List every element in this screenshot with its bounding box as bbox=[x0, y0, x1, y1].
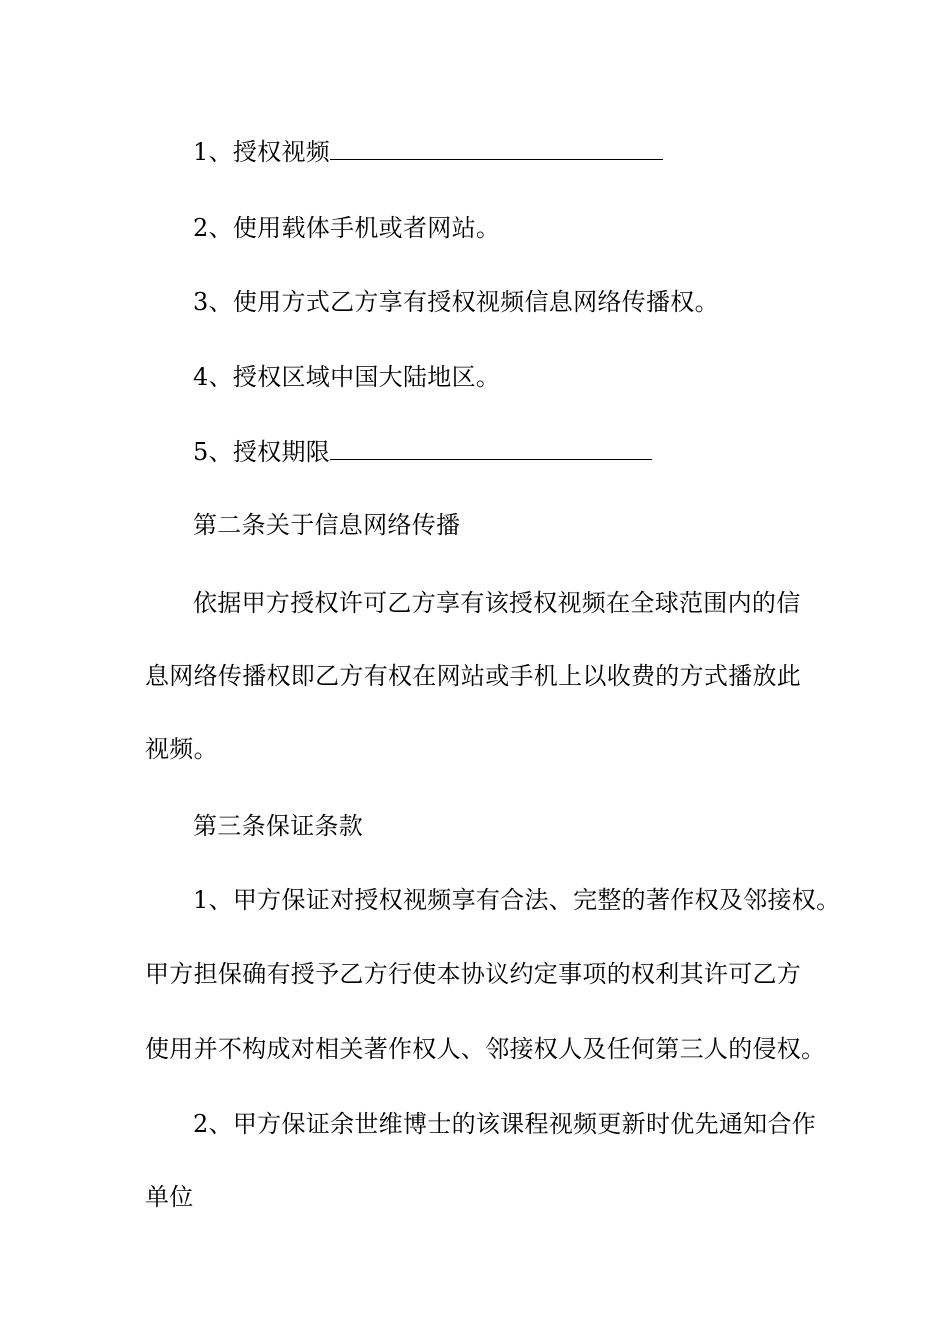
article-two-paragraph-line-3: 视频。 bbox=[145, 735, 218, 763]
item-authorization-period bbox=[193, 437, 652, 467]
article-three-heading: 第三条保证条款 bbox=[193, 812, 364, 840]
article-two-paragraph-line-1: 依据甲方授权许可乙方享有该授权视频在全球范围内的信 bbox=[193, 589, 801, 617]
item-usage-method: 3、使用方式乙方享有授权视频信息网络传播权。 bbox=[193, 288, 719, 316]
item-authorized-video-text: 1、授权视频 bbox=[193, 138, 331, 166]
guarantee-one-line-1: 1、甲方保证对授权视频享有合法、完整的著作权及邻接权。 bbox=[193, 886, 841, 914]
item-authorized-video bbox=[193, 137, 663, 167]
authorization-period-blank-field bbox=[330, 439, 652, 460]
item-usage-carrier: 2、使用载体手机或者网站。 bbox=[193, 214, 501, 242]
item-authorized-region: 4、授权区域中国大陆地区。 bbox=[193, 363, 501, 391]
item-authorization-period-text: 5、授权期限 bbox=[193, 438, 331, 466]
article-two-paragraph-line-2: 息网络传播权即乙方有权在网站或手机上以收费的方式播放此 bbox=[145, 662, 802, 690]
guarantee-one-line-3: 使用并不构成对相关著作权人、邻接权人及任何第三人的侵权。 bbox=[145, 1035, 826, 1063]
guarantee-one-line-2: 甲方担保确有授予乙方行使本协议约定事项的权利其许可乙方 bbox=[145, 960, 802, 988]
guarantee-two-line-2: 单位 bbox=[145, 1183, 194, 1211]
authorized-video-blank-field bbox=[330, 139, 663, 160]
guarantee-two-line-1: 2、甲方保证余世维博士的该课程视频更新时优先通知合作 bbox=[193, 1110, 817, 1138]
article-two-heading: 第二条关于信息网络传播 bbox=[193, 511, 461, 539]
